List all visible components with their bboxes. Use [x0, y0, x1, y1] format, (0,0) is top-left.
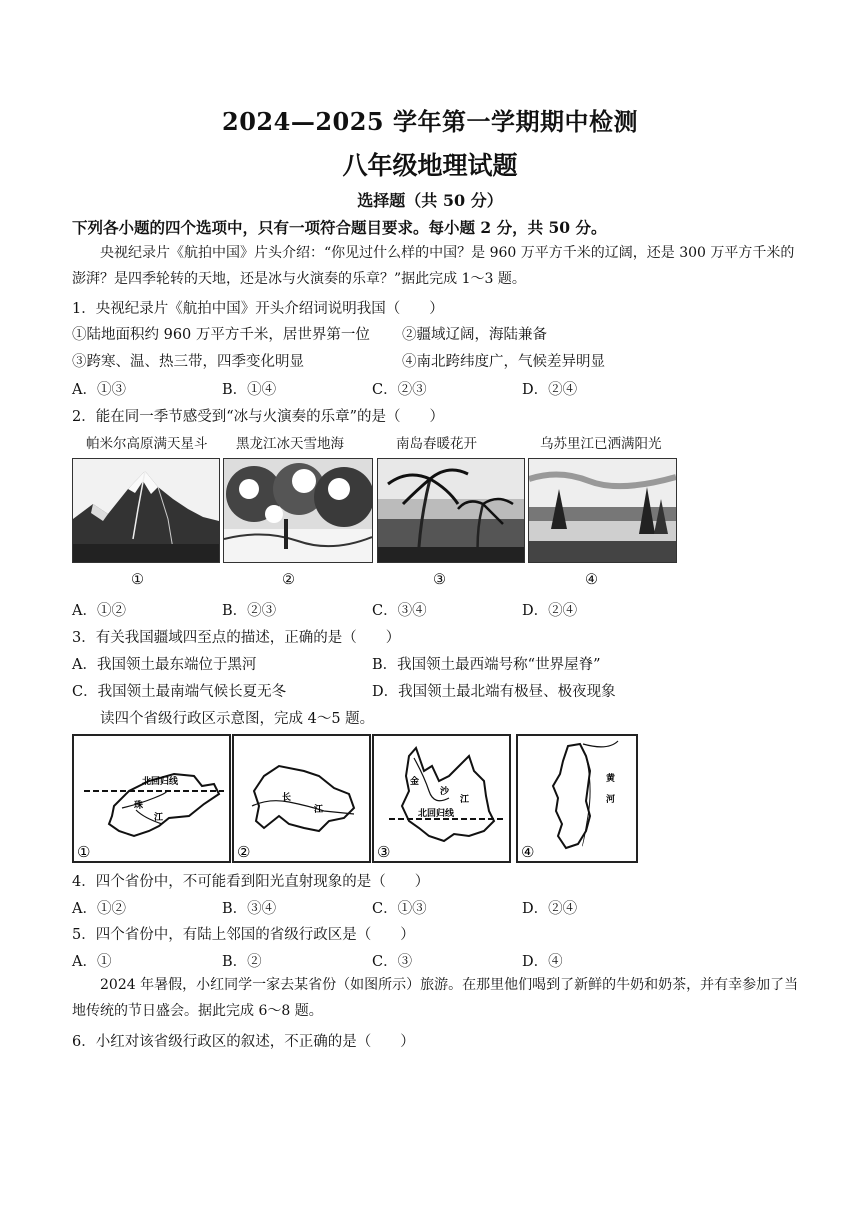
photo-pamir-plateau: [72, 458, 220, 563]
q4-option-a[interactable]: A．①②: [72, 901, 126, 917]
map-number-4: ④: [521, 843, 535, 861]
photo-wusuli-river: [528, 458, 677, 563]
exam-title: 2024—2025 学年第一学期期中检测: [222, 107, 638, 136]
q6-stem: 6．小红对该省级行政区的叙述，不正确的是（ ）: [72, 1034, 415, 1050]
photo-number-4: ④: [585, 572, 598, 588]
q3-option-b[interactable]: B．我国领土最西端号称“世界屋脊”: [372, 657, 601, 673]
q2-option-b[interactable]: B．②③: [222, 603, 277, 619]
instruction: 下列各小题的四个选项中，只有一项符合题目要求。每小题 2 分，共 50 分。: [72, 218, 607, 237]
q5-stem: 5．四个省份中，有陆上邻国的省级行政区是（ ）: [72, 927, 415, 943]
map-number-2: ②: [237, 843, 251, 861]
province-map-1: [72, 734, 231, 863]
intro-paragraph-3: 2024 年暑假，小红同学一家去某省份（如图所示）旅游。在那里他们喝到了新鲜的牛奶和奶茶，并有幸参加了当地传统的节日盛会。据此完成 6～8 题。: [72, 977, 799, 1019]
province-map-2: [232, 734, 371, 863]
map-number-1: ①: [77, 843, 91, 861]
q4-option-c[interactable]: C．①③: [372, 901, 427, 917]
m3-river-char-3: 江: [460, 795, 470, 805]
photo-south-island-spring: [377, 458, 525, 563]
m1-river-char-2: 江: [154, 813, 164, 823]
m4-river-char-1: 黄: [606, 774, 616, 784]
m3-tropic-label: 北回归线: [418, 809, 455, 819]
q1-statement-3: ③跨寒、温、热三带，四季变化明显: [72, 354, 304, 370]
province-map-3: [372, 734, 511, 863]
intro-paragraph-2: 读四个省级行政区示意图，完成 4～5 题。: [100, 711, 375, 727]
province-map-4: [516, 734, 638, 863]
q2-stem: 2．能在同一季节感受到“冰与火演奏的乐章”的是（ ）: [72, 409, 445, 425]
q5-option-d[interactable]: D．④: [522, 954, 563, 970]
q1-statement-1: ①陆地面积约 960 万平方千米，居世界第一位: [72, 327, 370, 343]
intro-paragraph-1: 央视纪录片《航拍中国》片头介绍：“你见过什么样的中国？是 960 万平方千米的辽阔，还是 300 万平方千米的澎湃？是四季轮转的天地，还是冰与火演奏的乐章？”据此完成 1～3 题。: [72, 245, 795, 287]
photo-caption-1: 帕米尔高原满天星斗: [86, 436, 208, 452]
photo-number-1: ①: [131, 572, 144, 588]
q2-option-c[interactable]: C．③④: [372, 603, 427, 619]
q3-option-d[interactable]: D．我国领土最北端有极昼、极夜现象: [372, 684, 616, 700]
section-heading: 选择题（共 50 分）: [357, 191, 503, 210]
q4-option-d[interactable]: D．②④: [522, 901, 578, 917]
m3-river-char-2: 沙: [440, 787, 450, 797]
photo-caption-3: 南岛春暖花开: [396, 436, 477, 452]
q3-option-c[interactable]: C．我国领土最南端气候长夏无冬: [72, 684, 287, 700]
q5-option-a[interactable]: A．①: [72, 954, 112, 970]
photo-number-3: ③: [433, 572, 446, 588]
q3-option-a[interactable]: A．我国领土最东端位于黑河: [72, 657, 257, 673]
m1-river-char-1: 珠: [134, 801, 144, 811]
q4-option-b[interactable]: B．③④: [222, 901, 277, 917]
exam-subtitle: 八年级地理试题: [342, 151, 518, 180]
q2-option-a[interactable]: A．①②: [72, 603, 126, 619]
m2-river-char-1: 长: [282, 793, 292, 803]
q1-statement-2: ②疆域辽阔，海陆兼备: [402, 327, 547, 343]
m1-tropic-label: 北回归线: [142, 777, 179, 787]
q1-option-c[interactable]: C．②③: [372, 382, 427, 398]
q4-stem: 4．四个省份中，不可能看到阳光直射现象的是（ ）: [72, 874, 430, 890]
photo-number-2: ②: [282, 572, 295, 588]
m2-river-char-2: 江: [314, 805, 324, 815]
m4-river-char-2: 河: [606, 795, 616, 805]
q1-option-b[interactable]: B．①④: [222, 382, 277, 398]
map-number-3: ③: [377, 843, 391, 861]
q2-option-d[interactable]: D．②④: [522, 603, 578, 619]
m3-river-char-1: 金: [410, 777, 420, 787]
q3-stem: 3．有关我国疆域四至点的描述，正确的是（ ）: [72, 630, 401, 646]
q1-option-a[interactable]: A．①③: [72, 382, 126, 398]
q1-option-d[interactable]: D．②④: [522, 382, 578, 398]
photo-caption-4: 乌苏里江已洒满阳光: [540, 436, 662, 452]
q1-statement-4: ④南北跨纬度广，气候差异明显: [402, 354, 605, 370]
photo-heilongjiang-snow: [223, 458, 373, 563]
q5-option-b[interactable]: B．②: [222, 954, 262, 970]
q5-option-c[interactable]: C．③: [372, 954, 413, 970]
photo-caption-2: 黑龙江冰天雪地海: [236, 436, 344, 452]
q1-stem: 1．央视纪录片《航拍中国》开头介绍词说明我国（ ）: [72, 301, 444, 317]
